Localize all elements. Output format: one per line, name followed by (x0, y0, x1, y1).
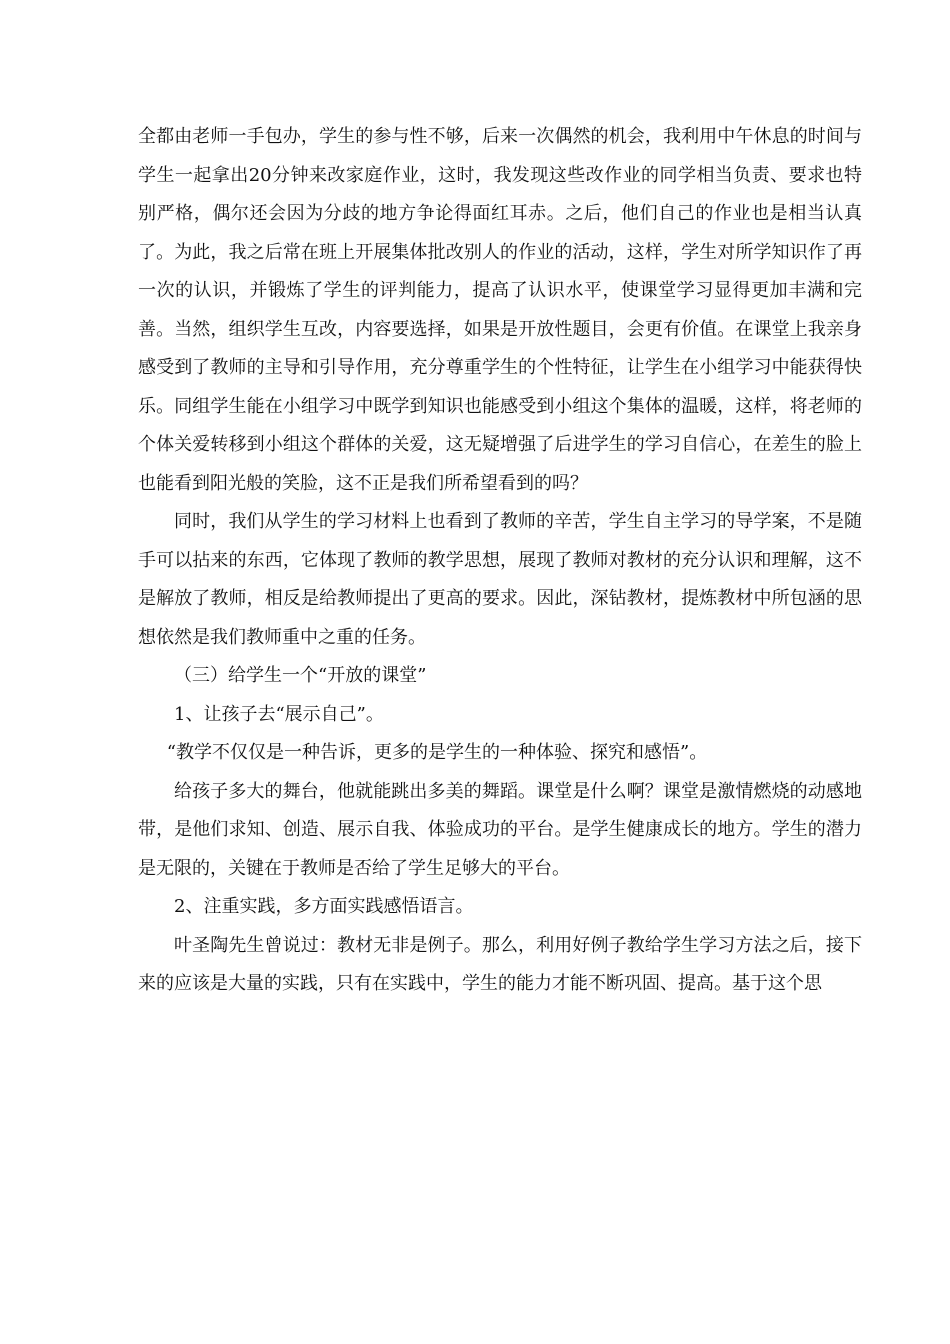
document-body (138, 118, 862, 1004)
paragraph-continued: 全都由老师一手包办，学生的参与性不够，后来一次偶然的机会，我利用中午休息的时间与学生一起拿出20分钟来改家庭作业，这时，我发现这些改作业的同学相当负责、要求也特别严格，偶尔还会因为分歧的地方争论得面红耳赤。之后，他们自己的作业也是相当认真了。为此，我之后常在班上开展集体批改别人的作业的活动，这样，学生对所学知识作了再一次的认识，并锻炼了学生的评判能力，提高了认识水平，使课堂学习显得更加丰满和完善。当然，组织学生互改，内容要选择，如果是开放性题目，会更有价值。在课堂上我亲身感受到了教师的主导和引导作用，充分尊重学生的个性特征，让学生在小组学习中能获得快乐。同组学生能在小组学习中既学到知识也能感受到小组这个集体的温暖，这样，将老师的个体关爱转移到小组这个群体的关爱，这无疑增强了后进学生的学习自信心，在差生的脸上也能看到阳光般的笑脸，这不正是我们所希望看到的吗？ (138, 126, 862, 494)
paragraph-stage: 给孩子多大的舞台，他就能跳出多美的舞蹈。课堂是什么啊？课堂是激情燃烧的动感地带，是他们求知、创造、展示自我、体验成功的平台。是学生健康成长的地方。学生的潜力是无限的，关键在于教师是否给了学生足够大的平台。 (138, 780, 862, 879)
subheading-show-yourself: 1、让孩子去“展示自己”。 (174, 703, 384, 725)
paragraph-ye-shengtao: 叶圣陶先生曾说过：教材无非是例子。那么，利用好例子教给学生学习方法之后，接下来的应该是大量的实践，只有在实践中，学生的能力才能不断巩固、提高。基于这个思 (138, 934, 862, 994)
section-heading-open-classroom: （三）给学生一个“开放的课堂” (174, 665, 427, 686)
paragraph-quote: “教学不仅仅是一种告诉，更多的是学生的一种体验、探究和感悟”。 (166, 742, 708, 763)
subheading-practice: 2、注重实践，多方面实践感悟语言。 (174, 896, 474, 917)
paragraph-teacher-effort: 同时，我们从学生的学习材料上也看到了教师的辛苦，学生自主学习的导学案，不是随手可以拈来的东西，它体现了教师的教学思想，展现了教师对教材的充分认识和理解，这不是解放了教师，相反是给教师提出了更高的要求。因此，深钻教材，提炼教材中所包涵的思想依然是我们教师重中之重的任务。 (138, 511, 862, 648)
